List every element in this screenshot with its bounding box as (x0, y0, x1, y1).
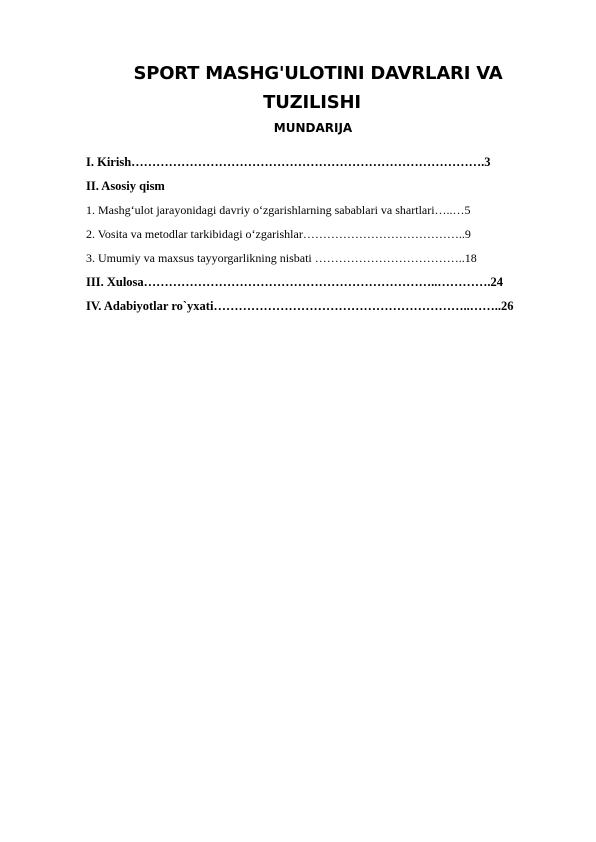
toc-entry-text: IV. Adabiyotlar ro`yxati……………………………………………………..……..26 (86, 299, 514, 313)
toc-entry-conclusion (86, 270, 542, 294)
toc-entry-text: 3. Umumiy va maxsus tayyorgarlikning nisbati ………………………………..18 (86, 251, 477, 265)
table-of-contents (86, 150, 542, 318)
toc-entry-main-part (86, 174, 542, 198)
toc-entry-section-1 (86, 198, 542, 222)
contents-heading: MUNDARIJA (273, 121, 353, 135)
toc-entry-text: III. Xulosa……………………………………………………………..………….24 (86, 275, 504, 289)
toc-entry-section-2 (86, 222, 542, 246)
toc-entry-text: 1. Mashg‘ulot jarayonidagi davriy o‘zgarishlarning sabablari va shartlari…..…5 (86, 203, 471, 217)
document-title-line-2: TUZILISHI (263, 92, 361, 113)
toc-entry-introduction (86, 150, 542, 174)
toc-entry-text: II. Asosiy qism (86, 179, 165, 193)
toc-entry-references (86, 294, 542, 318)
toc-entry-section-3 (86, 246, 542, 270)
toc-entry-text: 2. Vosita va metodlar tarkibidagi o‘zgarishlar…………………………………..9 (86, 227, 471, 241)
document-title-line-1: SPORT MASHG'ULOTINI DAVRLARI VA (133, 63, 503, 84)
toc-entry-text: I. Kirish………………………………………………………………………….3 (86, 155, 491, 169)
